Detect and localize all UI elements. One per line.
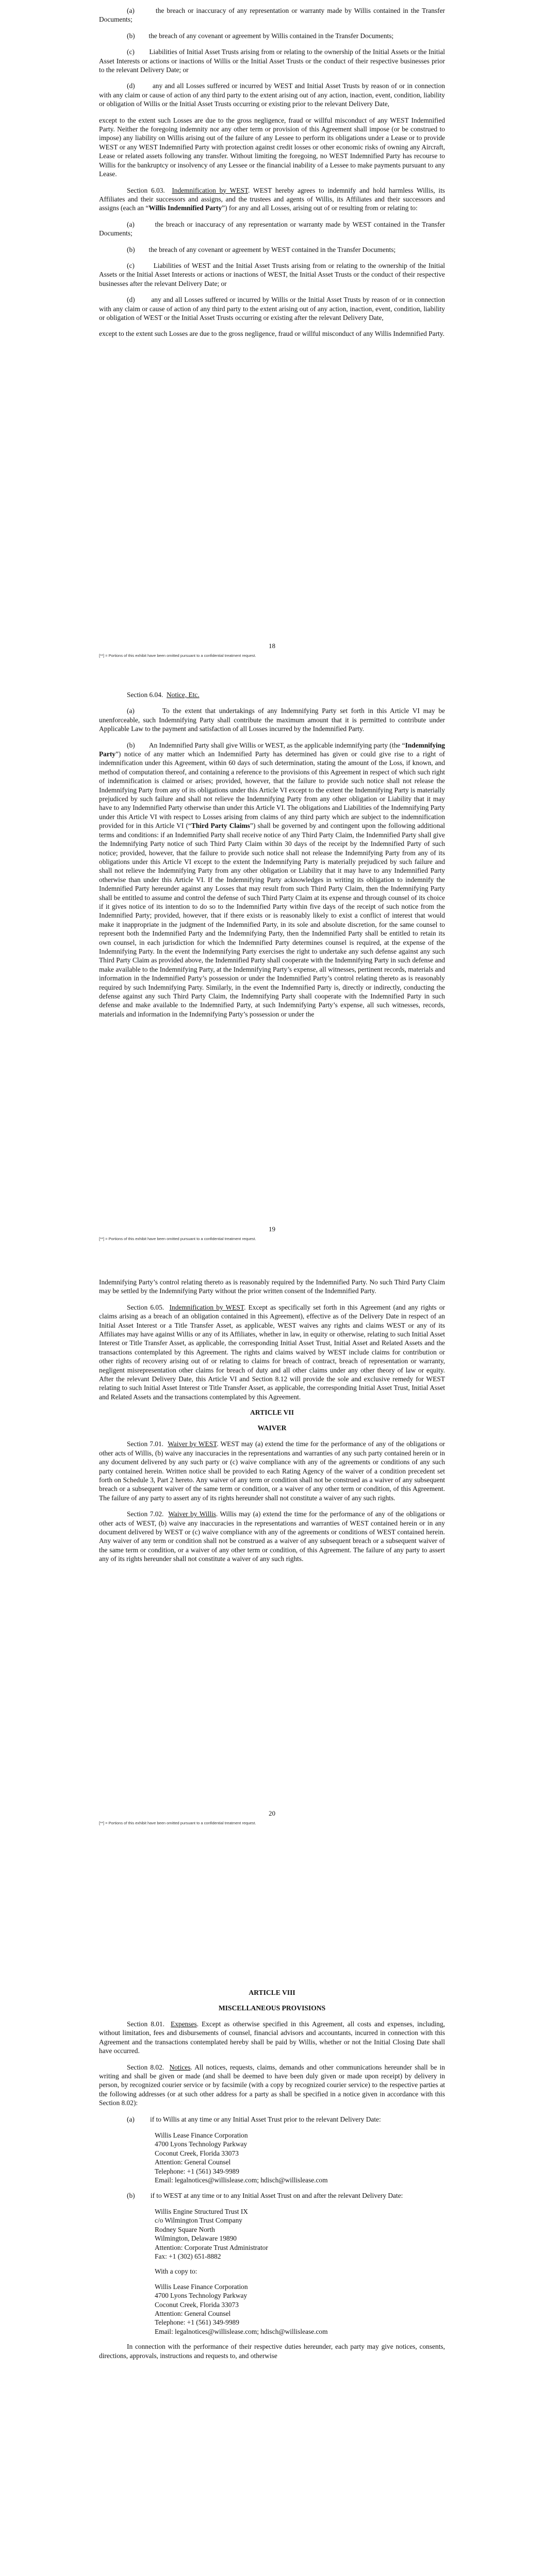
- section-text: . Willis may (a) extend the time for the performance of any of the obligations or other acts of WEST, (b) waive any inaccuracies in the representations and warranties of WEST contained herein or in any document delivered by WEST or (c) waive compliance with any of the agreements or conditions of WEST contained herein. Any waiver of any term or condition shall not be construed as a waiver of any subsequent breach or a subsequent waiver of the same term or condition, or a waiver of any other term or condition, of this Agreement. The failure of any party to assert any of its rights hereunder shall not constitute a waiver of any such rights.: [99, 1510, 446, 1563]
- section-text: . WEST may (a) extend the time for the performance of any of the obligations or other acts of Willis, (b) waive any inaccuracies in the representations and warranties of any such party contained herein or in any document delivered by any such party or (c) waive compliance with any of the agreements or conditions of any such party contained herein. Written notice shall be provided to each Rating Agency of the waiver of a condition precedent set forth on Schedule 3, Part 2 hereto. Any waiver of any term or condition shall not be construed as a waiver of any subsequent breach or a subsequent waiver of the same term or condition, or a waiver of any other term or condition, of this Agreement. The failure of any party to assert any of its rights hereunder shall not constitute a waiver of any such rights.: [99, 1440, 446, 1502]
- clause-text: (b) An Indemnified Party shall give Willis or WEST, as the applicable indemnifying party (the “: [127, 741, 405, 749]
- address-line: Telephone: +1 (561) 349-9989: [155, 2167, 239, 2175]
- address-line: c/o Wilmington Trust Company: [155, 2216, 242, 2225]
- clause-6-02-a: (a) the breach or inaccuracy of any representation or warranty made by Willis contained in the Transfer Documents;: [99, 7, 445, 24]
- section-title: Indemnification by WEST: [172, 186, 249, 194]
- section-number: Section 6.03.: [127, 186, 165, 194]
- section-title: Indemnification by WEST: [169, 1303, 244, 1311]
- section-6-04-heading: [99, 690, 445, 699]
- address-line: 4700 Lyons Technology Parkway: [155, 2140, 248, 2148]
- article-heading: ARTICLE VII: [250, 1409, 294, 1417]
- address-line: Attention: General Counsel: [155, 2158, 231, 2166]
- address-line: Coconut Creek, Florida 33073: [155, 2149, 239, 2157]
- page-number: 20: [269, 1809, 275, 1817]
- section-text: . WEST hereby agrees to indemnify and hold harmless Willis, its Affiliates and their successors and assigns, and the trustees and agents of Willis, its Affiliates and their successors and assigns (each an “: [99, 186, 445, 212]
- section-text: ”) for any and all Losses, arising out of or resulting from or relating to:: [222, 204, 418, 212]
- article-title: WAIVER: [257, 1424, 287, 1432]
- section-text: . All notices, requests, claims, demands and other communications hereunder shall be in writing and shall be given or made (and shall be deemed to have been duly given or made upon receipt) by delivery in person, by recognized courier service or by facsimile (with a copy by recognized courier service) to the respective parties at the following addresses (or at such other address for a party as shall be specified in a notice given in accordance with this Section 8.02):: [99, 2063, 446, 2107]
- confidential-footnote: [**] = Portions of this exhibit have been omitted pursuant to a confidential treatment request.: [99, 1236, 256, 1241]
- address-line: Attention: General Counsel: [155, 2309, 231, 2317]
- section-text: . Except as specifically set forth in this Agreement (and any rights or claims arising as a breach of an obligation contained in this Agreement), effective as of the Delivery Date in respect of an Initial Asset Interest or a Title Transfer Asset, as applicable, WEST waives any rights and claims WEST or any of its Affiliates may have against Willis or any of its Affiliates, whether in law, in equity or otherwise, relating to such Initial Asset Interest or Title Transfer Asset, as applicable, the corresponding Initial Asset Trust, Initial Asset and Related Assets and the transactions contemplated by this Agreement. The rights and claims waived by WEST include claims for contribution or other rights of recovery arising out of or relating to claims for breach of contract, breach of representation or warranty, negligent misrepresentation other claims for breach of duty and all other claims under any other theory of law or equity. After the relevant Delivery Date, this Article VI and Section 8.12 will provide the sole and exclusive remedy for WEST relating to such Initial Asset Interest or Title Transfer Asset, as applicable, the corresponding Initial Asset Trust, Initial Asset and Related Assets and the transactions contemplated by this Agreement.: [99, 1303, 445, 1401]
- clause-6-03-d: (d) any and all Losses suffered or incurred by Willis or the Initial Asset Trusts by reason of or in connection with any claim or cause of action of any third party to the extent arising out of any action, inaction, event, condition, liability or obligation of WEST or the Initial Asset Trusts occurring or existing after the relevant Delivery Date,: [99, 296, 445, 321]
- section-8-01: [99, 2020, 445, 2056]
- clause-6-02-d: (d) any and all Losses suffered or incurred by WEST and Initial Asset Trusts by reason of or in connection with any claim or cause of action of any third party to the extent arising out of any action, inaction, event, condition, liability or obligation of Willis or the Initial Asset Trusts occurring or existing prior to the relevant Delivery Date,: [99, 82, 445, 108]
- address-line: Telephone: +1 (561) 349-9989: [155, 2318, 239, 2327]
- document-page-21: [0, 1927, 544, 2576]
- clause-text: ”) shall be governed by and contingent upon the following additional terms and conditions: if an Indemnified Party shall receive notice of any Third Party Claim, the Indemnified Party shall give the Indemnifying Party notice of such Third Party Claim within 30 days of the receipt by the Indemnified Party of such notice; provided, however, that the failure to provide such notice shall not release the Indemnifying Party from any of its obligations under this Article VI except to the extent the Indemnifying Party is materially prejudiced by such failure and shall not relieve the Indemnifying Party from any other obligation or Liability that it may have to any Indemnified Party otherwise than under this Article VI. If the Indemnifying Party acknowledges in writing its obligation to indemnify the Indemnified Party hereunder against any Losses that may result from such Third Party Claim, then the Indemnifying Party shall be entitled to assume and control the defense of such Third Party Claim at its expense and through counsel of its choice if it gives notice of its intention to do so to the Indemnified Party within five days of the receipt of such notice from the Indemnified Party; provided, however, that if there exists or is reasonably likely to exist a conflict of interest that would make it inappropriate in the judgment of the Indemnified Party, in its sole and absolute discretion, for the same counsel to represent both the Indemnified Party and the Indemnifying Party, then the Indemnified Party shall be entitled to retain its own counsel, in each jurisdiction for which the Indemnified Party determines counsel is required, at the expense of the Indemnifying Party. In the event the Indemnifying Party exercises the right to undertake any such defense against any such Third Party Claim as provided above, the Indemnified Party shall cooperate with the Indemnifying Party in such defense and make available to the Indemnifying Party, at the Indemnifying Party’s expense, all witnesses, pertinent records, materials and information in the Indemnified Party’s possession or under the Indemnified Party’s control relating thereto as is reasonably required by such Indemnifying Party. Similarly, in the event the Indemnified Party is, directly or indirectly, conducting the defense against any such Third Party Claim, the Indemnifying Party shall cooperate with the Indemnified Party in such defense and make available to the Indemnified Party, at such Indemnifying Party’s expense, all such witnesses, records, materials and information in the Indemnifying Party’s possession or under the: [99, 822, 445, 1018]
- defined-term: Third Party Claims: [191, 822, 250, 830]
- page-number: 19: [269, 1225, 275, 1233]
- article-heading: ARTICLE VIII: [249, 1989, 295, 1996]
- section-number: Section 6.05.: [127, 1303, 164, 1311]
- address-line: 4700 Lyons Technology Parkway: [155, 2292, 248, 2300]
- document-page-20: [0, 1257, 544, 1927]
- clause-6-02-except: except to the extent such Losses are due to the gross negligence, fraud or willful misconduct of any WEST Indemnified Party. Neither the foregoing indemnity nor any other term or provision of this Agreement shall impose (or be construed to impose) any liability on Willis arising out of the failure of any Lessee to perform its obligations under a Lease or to provide WEST or any WEST Indemnified Party with protection against credit losses or other economic risks of owning any Aircraft, Lease or related assets following any transfer. Without limiting the foregoing, no WEST Indemnified Party has recourse to Willis for the bankruptcy or insolvency of any Lessee or the financial inability of a Lessee to make payments pursuant to any Lease.: [99, 116, 445, 178]
- closing-paragraph: In connection with the performance of their respective duties hereunder, each party may give notices, consents, directions, approvals, instructions and requests to, and otherwise: [99, 2343, 445, 2360]
- copy-to-label: With a copy to:: [155, 2267, 197, 2276]
- clause-6-03-c: (c) Liabilities of WEST and the Initial Asset Trusts arising from or relating to the ownership of the Initial Assets or the Initial Asset Interests or actions or inactions of WEST, the Initial Asset Trusts or the conduct of their respective businesses after the relevant Delivery Date; or: [99, 261, 445, 287]
- notice-item-a: (a) if to Willis at any time or any Initial Asset Trust prior to the relevant Delivery Date:: [127, 2115, 381, 2123]
- clause-6-03-a: (a) the breach or inaccuracy of any representation or warranty made by WEST contained in the Transfer Documents;: [99, 220, 445, 238]
- section-number: Section 7.01.: [127, 1440, 164, 1448]
- section-title: Expenses: [171, 2020, 197, 2028]
- continuation-paragraph: Indemnifying Party’s control relating thereto as is reasonably required by the Indemnified Party. No such Third Party Claim may be settled by the Indemnifying Party without the prior written consent of the Indemnified Party.: [99, 1278, 445, 1295]
- section-number: Section 6.04.: [127, 691, 163, 699]
- section-title: Notices: [169, 2063, 191, 2071]
- section-text: . Except as otherwise specified in this Agreement, all costs and expenses, including, without limitation, fees and disbursements of counsel, financial advisors and accountants, incurred in connection with this Agreement and the transactions contemplated hereby shall be paid by Willis, whether or not the Initial Closing Date shall have occurred.: [99, 2020, 446, 2055]
- address-block-west: [99, 2207, 445, 2261]
- clause-6-04-b: [99, 741, 445, 1019]
- clause-6-02-c: (c) Liabilities of Initial Asset Trusts arising from or relating to the ownership of the Initial Assets or the Initial Asset Interests or actions or inactions of Willis or the Initial Asset Trusts or the conduct of their respective businesses prior to the relevant Delivery Date; or: [99, 48, 445, 74]
- section-8-02: [99, 2063, 445, 2108]
- address-line: Coconut Creek, Florida 33073: [155, 2300, 239, 2309]
- section-title: Waiver by Willis: [168, 1510, 216, 1518]
- section-7-01: [99, 1439, 445, 1502]
- address-line: Wilmington, Delaware 19890: [155, 2234, 237, 2243]
- address-line: Fax: +1 (302) 651-8882: [155, 2252, 221, 2260]
- clause-6-04-a: (a) To the extent that undertakings of any Indemnifying Party set forth in this Article VI may be unenforceable, such Indemnifying Party shall contribute the maximum amount that it is permitted to contribute under Applicable Law to the payment and satisfaction of all Losses incurred by the Indemnified Party.: [99, 707, 445, 733]
- section-7-02: [99, 1510, 445, 1563]
- address-line: Email: legalnotices@willislease.com; hdisch@willislease.com: [155, 2327, 328, 2335]
- address-line: Attention: Corporate Trust Administrator: [155, 2243, 268, 2251]
- page-number: 18: [269, 642, 275, 650]
- section-number: Section 7.02.: [127, 1510, 164, 1518]
- article-title: MISCELLANEOUS PROVISIONS: [218, 2004, 326, 2012]
- address-line: Email: legalnotices@willislease.com; hdisch@willislease.com: [155, 2176, 328, 2184]
- address-line: Willis Lease Finance Corporation: [155, 2131, 248, 2140]
- document-page-19: [0, 670, 544, 1257]
- address-block-willis: [99, 2131, 445, 2184]
- clause-6-03-except: except to the extent such Losses are due to the gross negligence, fraud or willful misconduct of any Willis Indemnified Party.: [99, 330, 444, 338]
- clause-6-03-b: (b) the breach of any covenant or agreement by WEST contained in the Transfer Documents;: [127, 245, 396, 253]
- section-number: Section 8.02.: [127, 2063, 164, 2071]
- notice-item-b: (b) if to WEST at any time or to any Initial Asset Trust on and after the relevant Delivery Date:: [127, 2191, 403, 2199]
- clause-text: ”) notice of any matter which an Indemnified Party has determined has given or could give rise to a right of indemnification under this Agreement, within 60 days of such determination, stating the amount of the Loss, if known, and method of computation thereof, and containing a reference to the provisions of this Agreement in respect of which such right of indemnification is claimed or arises; provided, however, that the failure to provide such notice shall not release the Indemnifying Party from any of its obligations under this Article VI except to the extent the Indemnifying Party is materially prejudiced by such failure and shall not relieve the Indemnifying Party from any other obligation or Liability that it may have to any Indemnified Party otherwise than under this Article VI. The obligations and Liabilities of the Indemnifying Party under this Article VI with respect to Losses arising from claims of any third party which are subject to the indemnification provided for in this Article VI (“: [99, 750, 445, 830]
- address-line: Willis Engine Structured Trust IX: [155, 2207, 248, 2215]
- address-block-copy: [99, 2282, 445, 2336]
- address-line: Rodney Square North: [155, 2225, 215, 2233]
- defined-term: Indemnifying Party: [99, 741, 445, 758]
- confidential-footnote: [**] = Portions of this exhibit have been omitted pursuant to a confidential treatment request.: [99, 653, 256, 658]
- clause-6-02-b: (b) the breach of any covenant or agreement by Willis contained in the Transfer Documents;: [127, 31, 394, 40]
- defined-term: Willis Indemnified Party: [149, 204, 222, 212]
- confidential-footnote: [**] = Portions of this exhibit have been omitted pursuant to a confidential treatment request.: [99, 1821, 256, 1825]
- section-6-05: [99, 1303, 445, 1401]
- document-page-18: [0, 0, 544, 670]
- section-number: Section 8.01.: [127, 2020, 164, 2028]
- section-title: Notice, Etc.: [167, 691, 200, 699]
- section-title: Waiver by WEST: [168, 1440, 217, 1448]
- address-line: Willis Lease Finance Corporation: [155, 2282, 248, 2291]
- section-6-03: [99, 186, 445, 213]
